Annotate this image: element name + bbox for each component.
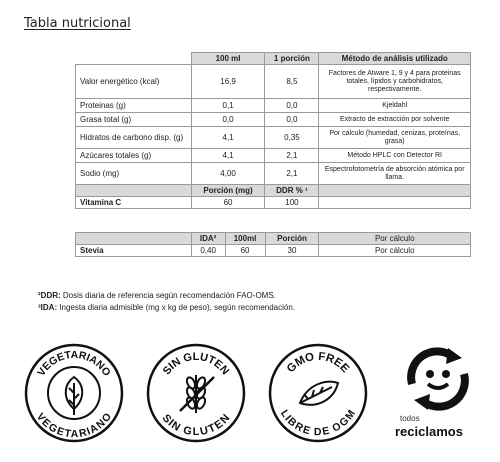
table-subheader-cell: DDR % ¹ xyxy=(265,185,319,197)
table-header-cell: IDA² xyxy=(191,233,225,245)
svg-text:SIN GLUTEN xyxy=(161,351,231,377)
svg-text:GMO FREE xyxy=(285,351,352,376)
footnote-ida xyxy=(38,302,295,314)
svg-text:LIBRE DE OGM xyxy=(278,408,358,439)
nutrient-name: Sodio (mg) xyxy=(76,163,192,185)
value-portion: 0,35 xyxy=(265,127,319,149)
table-row xyxy=(76,99,471,113)
value-100ml: 4,00 xyxy=(191,163,265,185)
value-portion: 30 xyxy=(265,245,319,257)
nutrient-name: Hidratos de carbono disp. (g) xyxy=(76,127,192,149)
leaf-icon xyxy=(300,382,338,405)
table-header-row xyxy=(76,233,471,245)
value-portion: 2,1 xyxy=(265,149,319,163)
table-row xyxy=(76,245,471,257)
value-100ml: 0,1 xyxy=(191,99,265,113)
gmo-free-badge xyxy=(268,343,368,443)
analysis-method: Espectrofotometría de absorción atómica por llama. xyxy=(319,163,471,185)
analysis-method: Factores de Atware 1, 9 y 4 para proteinas totales, lípidos y carbohidratos, respectivamente. xyxy=(319,65,471,99)
badge-top-text: VEGETARIANO xyxy=(35,348,113,379)
footnote-text: Dosis diaria de referencia según recomendación FAO-OMS. xyxy=(60,291,276,300)
analysis-method: Por cálculo (humedad, cenizas, proteínas, grasa) xyxy=(319,127,471,149)
table-header-cell: 100ml xyxy=(225,233,265,245)
nutrient-name: Valor energético (kcal) xyxy=(76,65,192,99)
table-subheader-cell: Porción (mg) xyxy=(191,185,265,197)
nutrient-name: Proteinas (g) xyxy=(76,99,192,113)
table-header-cell: 1 porción xyxy=(265,53,319,65)
page-title: Tabla nutricional xyxy=(24,16,131,31)
analysis-method: Por cálculo xyxy=(319,245,471,257)
recycling-badge xyxy=(392,344,484,444)
nutrient-name: Grasa total (g) xyxy=(76,113,192,127)
table-header-cell: Porción xyxy=(265,233,319,245)
table-header-cell: Método de análisis utilizado xyxy=(319,53,471,65)
value-portion: 2,1 xyxy=(265,163,319,185)
sweetener-name: Stevia xyxy=(76,245,192,257)
badge-top-text: GMO FREE xyxy=(284,350,352,376)
table-row xyxy=(76,113,471,127)
analysis-method: Kjeldahl xyxy=(319,99,471,113)
value-100ml: 4,1 xyxy=(191,149,265,163)
table-header-row xyxy=(76,53,471,65)
value-100ml: 16,9 xyxy=(191,65,265,99)
table-row xyxy=(76,197,471,209)
gluten-free-badge xyxy=(146,343,246,443)
table-row xyxy=(76,163,471,185)
table-header-cell: Por cálculo xyxy=(319,233,471,245)
table-row xyxy=(76,65,471,99)
badge-bottom-text: VEGETARIANO xyxy=(33,410,115,441)
value-100ml: 4,1 xyxy=(191,127,265,149)
table-row xyxy=(76,149,471,163)
footnote-label: ²DDR: xyxy=(38,291,61,300)
footnote-label: ³IDA: xyxy=(38,303,58,312)
table-subheader-row xyxy=(76,185,471,197)
table-cell xyxy=(319,197,471,209)
table-subheader-cell xyxy=(76,185,192,197)
vegetarian-badge xyxy=(24,343,124,443)
badge-top-text: SIN GLUTEN xyxy=(160,351,232,378)
value-portion: 0,0 xyxy=(265,113,319,127)
analysis-method: Método HPLC con Detector RI xyxy=(319,149,471,163)
recycle-smiley-icon xyxy=(392,344,484,414)
nutrition-table xyxy=(75,52,471,209)
value-100ml: 0,0 xyxy=(191,113,265,127)
table-header-cell: 100 ml xyxy=(191,53,265,65)
analysis-method: Extracto de extracción por solvente xyxy=(319,113,471,127)
table-subheader-cell xyxy=(319,185,471,197)
value-portion-mg: 60 xyxy=(191,197,265,209)
nutrient-name: Vitamina C xyxy=(76,197,192,209)
leaf-icon xyxy=(66,377,83,415)
value-100ml: 60 xyxy=(225,245,265,257)
table-header-cell xyxy=(76,53,192,65)
table-row xyxy=(76,127,471,149)
table-header-cell xyxy=(76,233,192,245)
recycle-small-text: todos xyxy=(400,414,420,423)
recycle-brand-text: reciclamos xyxy=(395,424,463,439)
value-ddr: 100 xyxy=(265,197,319,209)
value-portion: 8,5 xyxy=(265,65,319,99)
sweetener-table xyxy=(75,232,471,257)
badge-bottom-text: LIBRE DE OGM xyxy=(277,407,358,439)
nutrient-name: Azúcares totales (g) xyxy=(76,149,192,163)
footnote-ddr xyxy=(38,290,295,302)
value-portion: 0,0 xyxy=(265,99,319,113)
footnote-text: Ingesta diaria admisible (mg x kg de peso), según recomendación. xyxy=(57,303,296,312)
footnotes xyxy=(38,290,295,314)
value-ida: 0,40 xyxy=(191,245,225,257)
svg-text:VEGETARIANO xyxy=(34,411,114,440)
badge-bottom-text: SIN GLUTEN xyxy=(159,412,233,439)
